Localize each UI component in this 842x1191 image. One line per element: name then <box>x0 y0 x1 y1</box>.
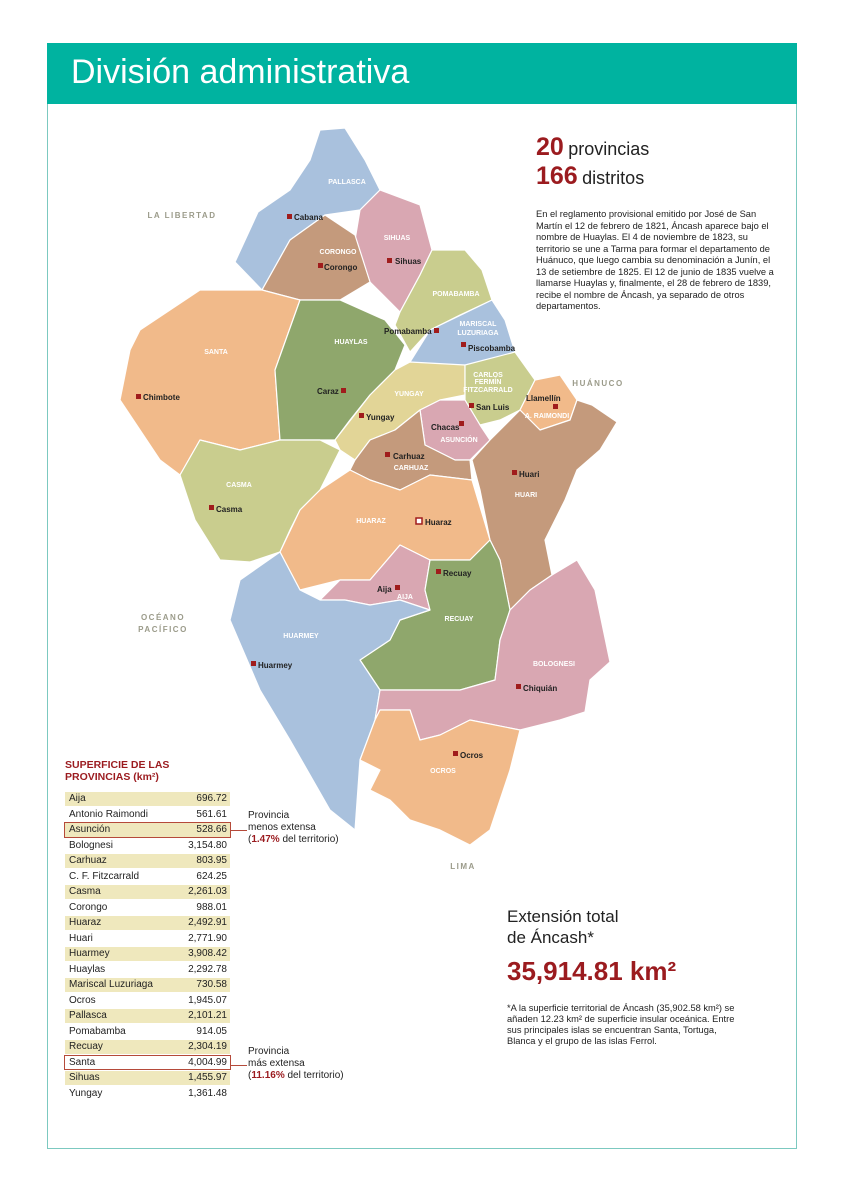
most-pct: 11.16% <box>251 1070 285 1081</box>
province-name: Recuay <box>69 1041 103 1052</box>
districts-word: distritos <box>582 168 645 188</box>
label-luzuriaga: LUZURIAGA <box>457 330 499 337</box>
province-area: 1,361.48 <box>188 1087 227 1099</box>
province-area: 2,101.21 <box>188 1010 227 1021</box>
label-huarmey: HUARMEY <box>283 633 319 640</box>
province-area: 4,004.99 <box>188 1056 227 1068</box>
table-title-line1: SUPERFICIE DE LAS <box>65 759 170 771</box>
table-row <box>65 1025 230 1039</box>
label-santa: SANTA <box>204 349 228 356</box>
province-name: Yungay <box>69 1087 103 1099</box>
capital-yungay: Yungay <box>366 413 395 422</box>
province-name: Huaraz <box>69 917 102 928</box>
label-sihuas: SIHUAS <box>383 235 411 242</box>
table-title <box>65 759 169 783</box>
province-name: Huari <box>69 932 93 944</box>
province-name: Santa <box>69 1056 96 1068</box>
label-a-raimondi: A. RAIMONDI <box>524 413 570 420</box>
province-area: 730.58 <box>196 979 227 990</box>
capital-caraz: Caraz <box>317 387 339 396</box>
table-row <box>65 870 230 884</box>
note-line: Provincia <box>248 810 290 821</box>
province-name: Mariscal Luzuriaga <box>69 979 153 990</box>
least-leader-line <box>231 830 247 831</box>
label-recuay: RECUAY <box>444 616 474 623</box>
label-ocros: OCROS <box>430 768 456 775</box>
capital-chiquian: Chiquián <box>523 684 558 693</box>
province-name: Corongo <box>69 901 108 913</box>
capital-aija: Aija <box>377 585 392 594</box>
table-row <box>65 978 230 992</box>
table-row <box>65 947 230 961</box>
capital-ocros: Ocros <box>460 751 484 760</box>
capital-sihuas: Sihuas <box>395 257 422 266</box>
capital-pomabamba: Pomabamba <box>384 327 432 336</box>
label-huaylas: HUAYLAS <box>334 339 368 346</box>
capital-huarmey: Huarmey <box>258 661 293 670</box>
province-name: Ocros <box>69 994 96 1006</box>
most-extensive-note <box>248 1046 344 1082</box>
table-row <box>65 1087 230 1101</box>
province-name: Asunción <box>69 824 111 835</box>
label-aija: AIJA <box>397 594 413 601</box>
summary-counts <box>536 133 649 191</box>
table-row <box>65 932 230 946</box>
footnote: *A la superficie territorial de Áncash (35,902.58 km²) se añaden 12.23 km² de superficie insular oceánica. Entre sus principales islas se encuentran Santa, Tortuga, Blanca y el grupo de las islas Ferrol. <box>507 1003 735 1046</box>
table-row <box>65 823 230 837</box>
table-row <box>65 916 230 930</box>
capital-casma: Casma <box>216 505 243 514</box>
table-row <box>65 839 230 853</box>
table-row <box>65 1071 230 1085</box>
label-huaraz: HUARAZ <box>356 518 386 525</box>
note-rest: del territorio) <box>284 1070 344 1081</box>
province-area-table <box>65 792 230 1102</box>
total-label <box>507 906 619 948</box>
label-bolognesi: BOLOGNESI <box>532 661 576 668</box>
province-area: 3,908.42 <box>188 948 227 959</box>
table-row <box>65 994 230 1008</box>
page-title: División administrativa <box>71 53 410 91</box>
provinces-count: 20 <box>536 133 564 161</box>
province-area: 528.66 <box>196 824 227 835</box>
province-name: Pomabamba <box>69 1025 126 1037</box>
capital-huaraz: Huaraz <box>425 518 452 527</box>
province-name: C. F. Fitzcarrald <box>69 870 140 882</box>
region-pacifico: PACÍFICO <box>138 625 188 634</box>
note-paren: ( <box>248 834 252 845</box>
label-yungay: YUNGAY <box>394 391 424 398</box>
province-name: Casma <box>69 886 101 897</box>
province-area: 561.61 <box>196 808 227 820</box>
capital-recuay: Recuay <box>443 569 472 578</box>
table-title-line2: PROVINCIAS (km²) <box>65 771 159 783</box>
capital-piscobamba: Piscobamba <box>468 344 516 353</box>
table-row <box>65 1040 230 1054</box>
province-name: Pallasca <box>69 1010 107 1021</box>
capital-corongo: Corongo <box>324 263 358 272</box>
history-paragraph: En el reglamento provisional emitido por José de San Martín el 12 de febrero de 1821, Áncash aparece bajo el nombre de Huaylas. El 4 de noviembre de 1823, su territorio se une a Tarma para formar el departamento de Huánuco, que luego cambia su denominación a Junín, el 13 de setiembre de 1825. El 12 de junio de 1835 vuelve a llamarse Huaylas y, finalmente, el 28 de febrero de 1839, recibe el nombre de Áncash, ya separado de otros departamentos. <box>536 209 774 311</box>
table-row <box>65 1009 230 1023</box>
province-area: 2,261.03 <box>188 886 227 897</box>
label-cff-1: CARLOS <box>473 372 503 379</box>
capital-cabana: Cabana <box>294 213 323 222</box>
province-name: Antonio Raimondi <box>69 808 148 820</box>
least-pct: 1.47% <box>251 834 280 845</box>
province-area: 2,771.90 <box>188 932 227 944</box>
districts-count: 166 <box>536 162 578 190</box>
province-area: 2,304.19 <box>188 1041 227 1052</box>
table-row <box>65 792 230 806</box>
note-rest: del territorio) <box>279 834 339 845</box>
province-area: 988.01 <box>196 901 227 913</box>
region-lima: LIMA <box>450 862 476 871</box>
province-area: 1,945.07 <box>188 994 227 1006</box>
capital-llamellin: Llamellín <box>526 394 561 403</box>
capital-chimbote: Chimbote <box>143 393 180 402</box>
total-label-line2: de Áncash* <box>507 928 594 947</box>
capital-chacas: Chacas <box>431 423 460 432</box>
total-area: 35,914.81 km² <box>507 956 677 986</box>
table-row <box>65 1056 230 1070</box>
label-cff-3: FITZCARRALD <box>463 387 513 394</box>
province-area: 3,154.80 <box>188 839 227 851</box>
province-name: Aija <box>69 793 86 804</box>
province-name: Huarmey <box>69 948 110 959</box>
note-line: Provincia <box>248 1046 290 1057</box>
label-casma: CASMA <box>226 482 252 489</box>
table-row <box>65 963 230 977</box>
table-row <box>65 808 230 822</box>
province-name: Huaylas <box>69 963 106 975</box>
label-carhuaz: CARHUAZ <box>393 465 429 472</box>
total-label-line1: Extensión total <box>507 907 619 926</box>
capital-carhuaz: Carhuaz <box>393 452 425 461</box>
region-oceano: OCÉANO <box>140 613 186 622</box>
province-name: Sihuas <box>69 1072 100 1083</box>
province-area: 803.95 <box>196 855 227 866</box>
province-area: 2,292.78 <box>188 963 227 975</box>
table-row <box>65 854 230 868</box>
label-asuncion: ASUNCIÓN <box>440 437 478 444</box>
province-area: 2,492.91 <box>188 917 227 928</box>
capital-huari: Huari <box>519 470 540 479</box>
province-area: 1,455.97 <box>188 1072 227 1083</box>
provinces-word: provincias <box>568 139 650 159</box>
most-leader-line <box>231 1065 247 1066</box>
province-area: 696.72 <box>196 793 227 804</box>
note-line: menos extensa <box>248 822 316 833</box>
capital-san-luis: San Luis <box>476 403 510 412</box>
note-line: más extensa <box>248 1058 305 1069</box>
label-mariscal: MARISCAL <box>459 321 497 328</box>
least-extensive-note <box>248 810 339 846</box>
label-pallasca: PALLASCA <box>328 179 366 186</box>
region-huanuco: HUÁNUCO <box>572 379 624 388</box>
table-row <box>65 901 230 915</box>
label-pomabamba: POMABAMBA <box>432 291 480 298</box>
province-name: Bolognesi <box>69 839 113 851</box>
province-name: Carhuaz <box>69 855 107 866</box>
label-cff-2: FERMÍN <box>474 379 502 386</box>
region-la-libertad: LA LIBERTAD <box>147 211 217 220</box>
note-paren: ( <box>248 1070 252 1081</box>
label-corongo: CORONGO <box>319 249 357 256</box>
province-area: 624.25 <box>196 870 227 882</box>
province-area: 914.05 <box>196 1025 227 1037</box>
label-huari: HUARI <box>514 492 538 499</box>
table-row <box>65 885 230 899</box>
